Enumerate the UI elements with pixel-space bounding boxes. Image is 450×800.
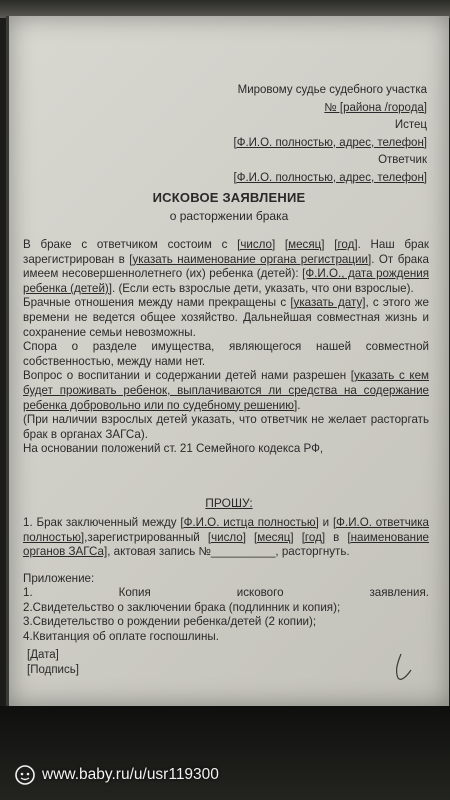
attachments-list	[23, 572, 429, 644]
claim-fragment: и	[318, 516, 333, 529]
property-paragraph: Спора о разделе имущества, являющегося нашей совместной собственностью, между нами нет.	[23, 340, 429, 368]
claim-fragment: , актовая запись №__________, расторгнуть.	[107, 545, 350, 559]
attachment-number: 1.	[23, 586, 33, 600]
body-text-fragment: В браке с ответчиком состоим с	[23, 238, 238, 251]
date-placeholder: [Дата]	[27, 649, 59, 661]
legal-basis: На основании положений ст. 21 Семейного кодекса РФ,	[23, 442, 324, 456]
placeholder-year: [год]	[334, 238, 358, 251]
addressee-district: № [района /города]	[324, 101, 427, 114]
placeholder-zags: [наименование органов ЗАГСа]	[23, 530, 429, 559]
plaintiff-details: [Ф.И.О. полностью, адрес, телефон]	[233, 136, 427, 149]
attachment-item-3: 3.Свидетельство о рождении ребенка/детей (2 копии);	[23, 615, 317, 629]
placeholder-date: [указать дату]	[290, 296, 366, 310]
statement-body	[23, 238, 429, 457]
body-text-fragment: .	[297, 398, 301, 412]
plaintiff-label: Истец	[394, 119, 427, 131]
body-text-fragment: Брачные отношения между нами прекращены с	[23, 296, 291, 310]
signature-placeholder: [Подпись]	[27, 664, 79, 676]
document-page	[6, 16, 449, 706]
attachment-item-1	[23, 586, 429, 600]
body-text-fragment: . Наш брак зарегистрирован в	[23, 238, 429, 266]
body-text-fragment: , с этого же времени не ведется общее хозяйство. Дальнейшая совместная жизнь и сохранение семьи невозможны.	[23, 296, 429, 339]
attachment-word: заявления.	[369, 586, 429, 600]
site-watermark	[14, 764, 219, 786]
claim-fragment	[294, 531, 302, 544]
signature-block	[27, 648, 79, 678]
placeholder-plaintiff-name: [Ф.И.О. истца полностью]	[180, 516, 319, 529]
placeholder-children: [Ф.И.О., дата рождения ребенка (детей)]	[23, 267, 429, 295]
attachment-item-2: 2.Свидетельство о заключении брака (подлинник и копия);	[23, 600, 341, 614]
body-text-fragment	[325, 238, 335, 251]
placeholder-month: [месяц]	[284, 238, 325, 251]
placeholder-day: [число]	[207, 530, 246, 544]
adult-children-note: (При наличии взрослых детей указать, что ответчик не желает расторгать брак в органах ЗАГСа).	[23, 413, 429, 441]
document-subtitle: о расторжении брака	[169, 209, 289, 223]
claim-fragment: в	[325, 530, 348, 544]
body-text-fragment: . (Если есть взрослые дети, указать, что они взрослые).	[112, 281, 414, 295]
attachment-item-4: 4.Квитанция об оплате госпошлины.	[23, 629, 219, 643]
placeholder-custody: [указать с кем будет проживать ребенок, выплачиваются ли средства на содержание ребенка добровольно или по судебному решению]	[23, 369, 429, 412]
baby-ru-logo-icon	[14, 764, 36, 786]
defendant-label: Ответчик	[378, 154, 427, 166]
body-text-fragment	[275, 238, 285, 251]
claim-fragment: ,зарегистрированный	[84, 530, 208, 544]
attachment-word: искового	[236, 586, 284, 600]
placeholder-year: [год]	[301, 530, 326, 544]
addressee-block	[197, 82, 427, 187]
placeholder-month: [месяц]	[254, 530, 294, 544]
placeholder-registry: [указать наименование органа регистрации]	[129, 252, 372, 266]
body-text-fragment: . От брака имеем несовершеннолетнего (их) ребенка (детей):	[23, 252, 430, 281]
attachment-word: Копия	[118, 586, 151, 600]
attachments-heading: Приложение:	[23, 572, 95, 585]
claim-fragment: 1. Брак заключенный между	[23, 516, 181, 529]
addressee-court: Мировому судье судебного участка	[237, 84, 427, 96]
placeholder-day: [число]	[237, 238, 276, 251]
body-text-fragment: Вопрос о воспитании и содержании детей нами разрешен	[23, 369, 351, 383]
defendant-details: [Ф.И.О. полностью, адрес, телефон]	[233, 171, 427, 184]
watermark-url: www.baby.ru/u/usr119300	[42, 766, 219, 783]
request-heading: ПРОШУ:	[205, 496, 253, 510]
request-item	[23, 516, 429, 560]
document-title: ИСКОВОЕ ЗАЯВЛЕНИЕ	[152, 190, 306, 205]
claim-fragment	[246, 531, 254, 544]
placeholder-defendant-name: [Ф.И.О. ответчика полностью]	[23, 516, 429, 544]
